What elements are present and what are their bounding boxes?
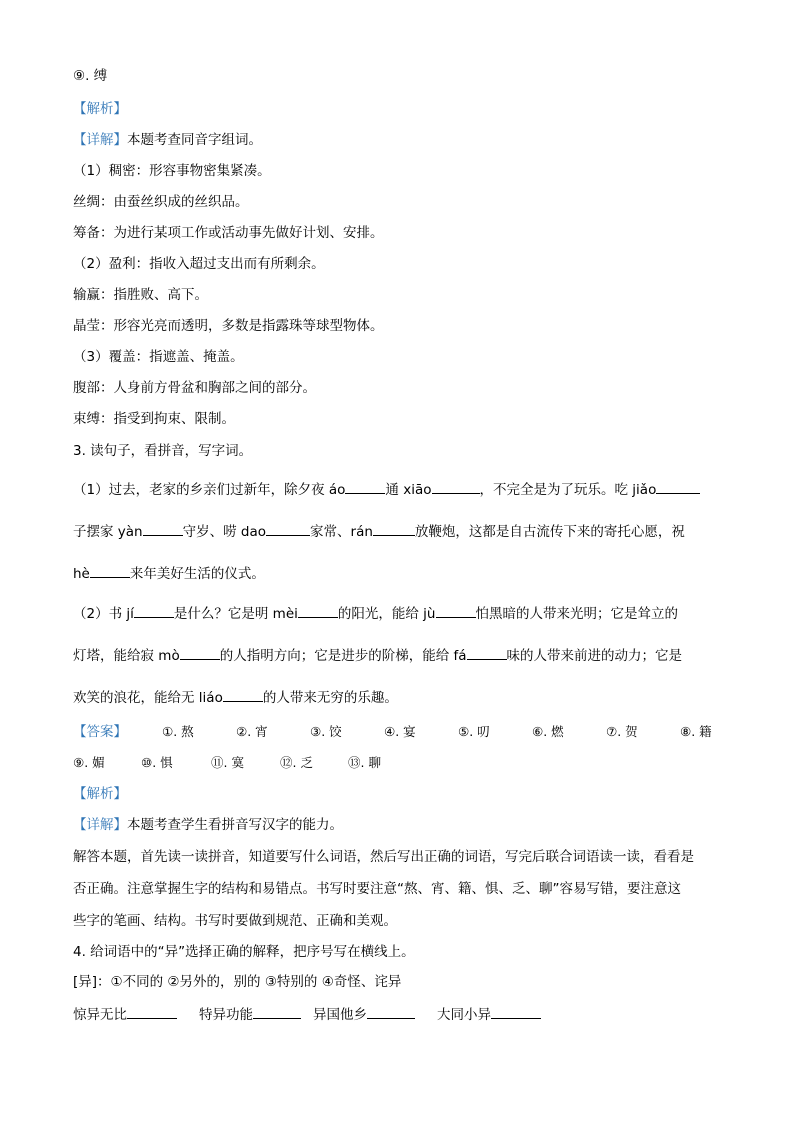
explain-line: 丝绸：由蚕丝织成的丝织品。 [73,194,249,210]
explain-line: 晶莹：形容光亮而透明，多数是指露珠等球型物体。 [73,318,384,334]
blank-word-2[interactable] [253,1004,301,1019]
blank-word-4[interactable] [491,1004,541,1019]
q3-p1-line2: 子摆家 yàn 守岁、唠 dao 家常、rán 放鞭炮，这都是自古流传下来的寄托心愿，祝 [73,521,685,541]
detail-line [73,131,262,149]
detail-line [73,816,343,834]
blank-fa[interactable] [467,645,507,660]
blank-ju[interactable] [436,603,476,618]
blank-word-1[interactable] [127,1004,177,1019]
explain-line: 输赢：指胜败、高下。 [73,287,208,303]
blank-ji[interactable] [134,603,174,618]
answer-item: ⑦. 贺 [606,724,638,739]
detail-text: 本题考查学生看拼音写汉字的能力。 [127,817,343,833]
answer-item: ⑨. 媚 [73,755,105,770]
q4-words: 惊异无比 特异功能 异国他乡 大同小异 [73,1004,541,1024]
blank-jiao[interactable] [656,479,700,494]
explain-line: 腹部：人身前方骨盆和胸部之间的部分。 [73,380,316,396]
answer-item: ⑧. 籍 [680,724,712,739]
answer-label: 【答案】 [73,724,127,740]
answer-item: ⑬. 聊 [348,755,381,770]
explain-line: 否正确。注意掌握生字的结构和易错点。书写时要注意“熬、宵、籍、惧、乏、聊”容易写错，要注意这 [73,881,681,897]
answer-item: ⑤. 叨 [458,724,490,739]
question-3-title: 3. 读句子，看拼音，写字词。 [73,443,253,459]
q3-p1-line3: hè 来年美好生活的仪式。 [73,563,265,583]
answer-item: ⑥. 燃 [532,724,564,739]
blank-liao[interactable] [223,687,263,702]
blank-ao[interactable] [345,479,385,494]
explain-line: 束缚：指受到拘束、限制。 [73,411,235,427]
answer-item: ③. 饺 [310,724,342,739]
explain-line: （2）盈利：指收入超过支出而有所剩余。 [73,256,325,272]
answer-item: ⑩. 惧 [141,755,173,770]
q3-p2-line1: （2）书 jí 是什么？它是明 mèi 的阳光，能给 jù 怕黑暗的人带来光明；它是耸立的 [73,603,678,623]
detail-label: 【详解】 [73,132,127,148]
explain-line: 筹备：为进行某项工作或活动事先做好计划、安排。 [73,225,384,241]
explain-line: 些字的笔画、结构。书写时要做到规范、正确和美观。 [73,913,397,929]
blank-yan[interactable] [143,521,183,536]
blank-word-3[interactable] [367,1004,415,1019]
answer-item: ④. 宴 [384,724,416,739]
analysis-label: 【解析】 [73,101,127,117]
detail-label: 【详解】 [73,817,127,833]
question-4-title: 4. 给词语中的“异”选择正确的解释，把序号写在横线上。 [73,944,415,960]
answer-item: ⑪. 寞 [211,755,244,770]
answer-item: ⑫. 乏 [280,755,313,770]
explain-line: 解答本题，首先读一读拼音，知道要写什么词语，然后写出正确的词语，写完后联合词语读一读，看看是 [73,849,694,865]
blank-he[interactable] [90,563,130,578]
q4-options: [异]：①不同的 ②另外的，别的 ③特别的 ④奇怪、诧异 [73,974,402,990]
blank-dao[interactable] [266,521,310,536]
q3-p1-line1: （1）过去，老家的乡亲们过新年，除夕夜 áo 通 xiāo ，不完全是为了玩乐。吃 jiǎo [73,479,700,499]
q3-p2-line2: 灯塔，能给寂 mò 的人指明方向；它是进步的阶梯，能给 fá 味的人带来前进的动力；它是 [73,645,682,665]
explain-line: （3）覆盖：指遮盖、掩盖。 [73,349,244,365]
answer-item: ①. 熬 [162,724,194,739]
analysis-label: 【解析】 [73,786,127,802]
blank-mei[interactable] [298,603,338,618]
answer-9: ⑨. 缚 [73,68,108,84]
blank-mo[interactable] [180,645,220,660]
detail-text: 本题考查同音字组词。 [127,132,262,148]
blank-xiao[interactable] [432,479,480,494]
explain-line: （1）稠密：形容事物密集紧凑。 [73,163,271,179]
q3-p2-line3: 欢笑的浪花，能给无 liáo 的人带来无穷的乐趣。 [73,687,398,707]
answer-item: ②. 宵 [236,724,268,739]
blank-ran[interactable] [373,521,415,536]
